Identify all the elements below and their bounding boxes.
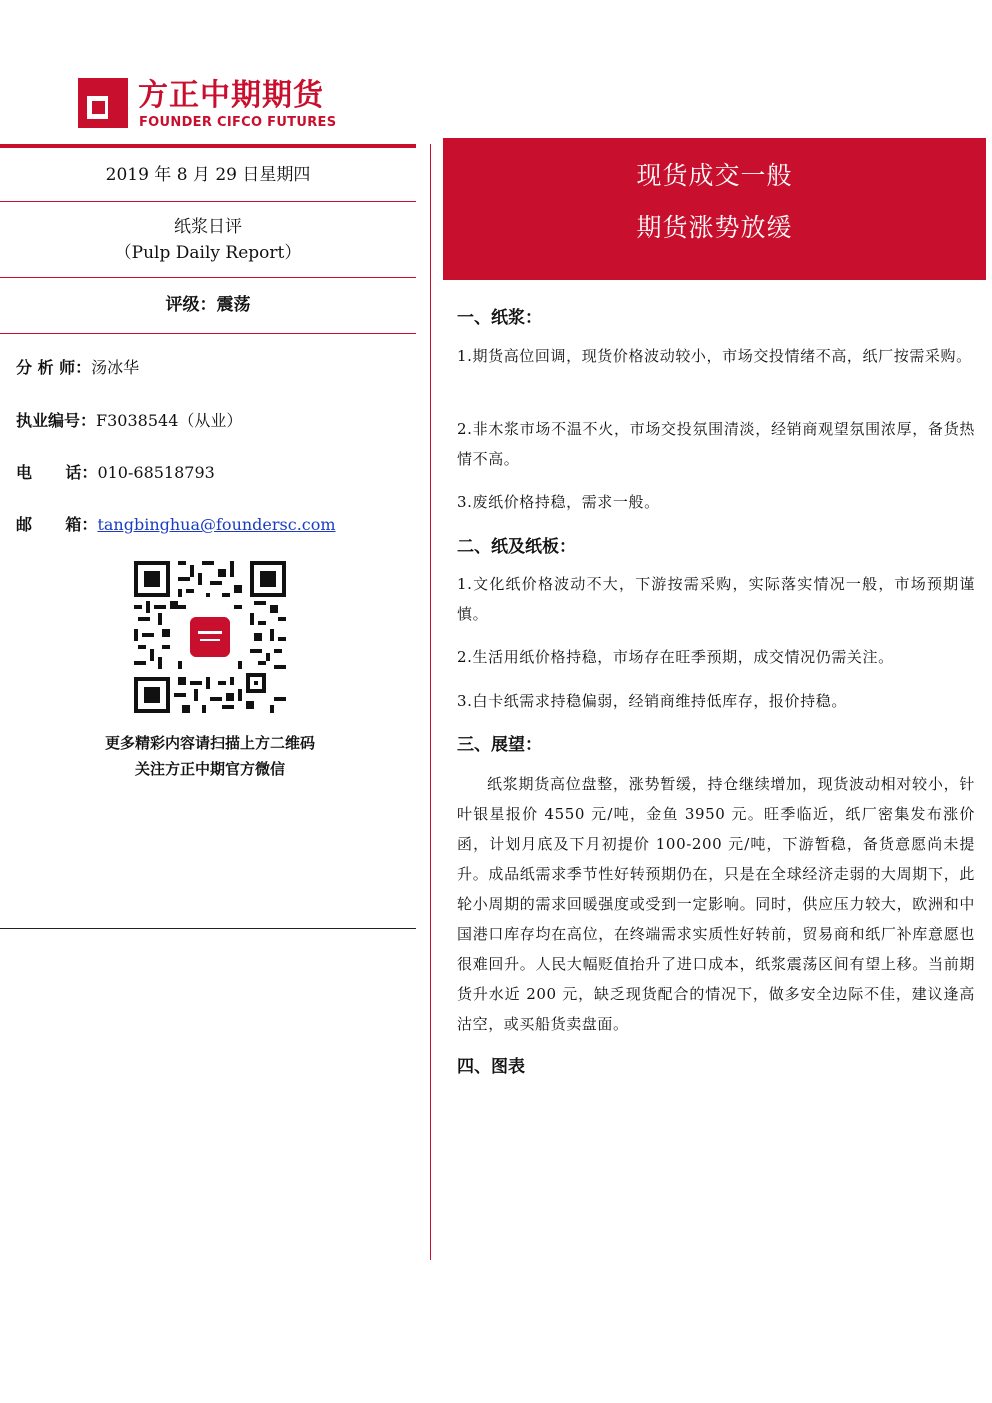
section-pulp-item-1: 1.期货高位回调，现货价格波动较小，市场交投情绪不高，纸厂按需采购。 xyxy=(457,347,972,365)
top-red-rule xyxy=(0,144,416,148)
divider xyxy=(0,277,416,278)
section-paper-title: 二、纸及纸板： xyxy=(457,537,576,557)
report-date: 2019 年 8 月 29 日星期四 xyxy=(105,165,311,185)
license-row xyxy=(16,408,242,431)
section-charts-title: 四、图表 xyxy=(457,1057,525,1077)
email-row xyxy=(16,512,336,535)
headline-line-2: 期货涨势放缓 xyxy=(636,213,793,242)
report-title: 纸浆日评 xyxy=(174,217,242,237)
section-paper-item-3: 3.白卡纸需求持稳偏弱，经销商维持低库存，报价持稳。 xyxy=(457,692,847,710)
email-label: 邮 箱： xyxy=(16,515,98,534)
qr-caption-line-2: 关注方正中期官方微信 xyxy=(134,760,285,778)
column-divider xyxy=(430,144,431,1260)
qr-caption-line-1: 更多精彩内容请扫描上方二维码 xyxy=(104,734,315,752)
analyst-label: 分 析 师： xyxy=(16,358,92,377)
logo-text-en: FOUNDER CIFCO FUTURES xyxy=(139,115,337,130)
analyst-name: 汤冰华 xyxy=(91,358,140,377)
phone-number: 010-68518793 xyxy=(97,463,215,482)
section-outlook-title: 三、展望： xyxy=(457,735,542,755)
divider xyxy=(0,201,416,202)
section-pulp-item-3: 3.废纸价格持稳，需求一般。 xyxy=(457,493,660,511)
wechat-qr-code-icon[interactable] xyxy=(134,561,286,713)
rating: 评级：震荡 xyxy=(165,295,251,315)
section-pulp-item-2: 2.非木浆市场不温不火，市场交投氛围清淡，经销商观望氛围浓厚，备货热情不高。 xyxy=(457,420,975,468)
left-bottom-rule xyxy=(0,928,416,929)
section-outlook-body: 纸浆期货高位盘整，涨势暂缓，持仓继续增加，现货波动相对较小，针叶银星报价 4550 元/吨，金鱼 3950 元。旺季临近，纸厂密集发布涨价函，计划月底及下月初提价 100-200 元/吨，下游暂稳，备货意愿尚未提升。成品纸需求季节性好转预期仍在，只是在全球经济走弱的大周期下，此轮小周期的需求回暖强度或受到一定影响。同时，供应压力较大，欧洲和中国港口库存均在高位，在终端需求实质性好转前，贸易商和纸厂补库意愿也很难回升。人民大幅贬值抬升了进口成本，纸浆震荡区间有望上移。当前期货升水近 200 元，缺乏现货配合的情况下，做多安全边际不佳，建议逢高沽空，或买船货卖盘面。 xyxy=(457,775,975,1033)
report-subtitle: （Pulp Daily Report） xyxy=(114,243,302,263)
logo-text-cn: 方正中期期货 xyxy=(138,78,324,113)
headline-line-1: 现货成交一般 xyxy=(636,161,793,190)
email-link[interactable]: tangbinghua@foundersc.com xyxy=(97,515,336,534)
phone-row xyxy=(16,460,215,483)
section-pulp-title: 一、纸浆： xyxy=(457,308,542,328)
headline-banner xyxy=(443,138,986,280)
section-paper-item-2: 2.生活用纸价格持稳，市场存在旺季预期，成交情况仍需关注。 xyxy=(457,648,894,666)
section-paper-item-1: 1.文化纸价格波动不大，下游按需采购，实际落实情况一般，市场预期谨慎。 xyxy=(457,575,975,623)
analyst-row xyxy=(16,355,139,378)
founder-logo-icon xyxy=(78,78,128,128)
license-label: 执业编号： xyxy=(16,411,97,430)
divider xyxy=(0,333,416,334)
phone-label: 电 话： xyxy=(16,463,98,482)
company-logo xyxy=(78,78,358,134)
license-number: F3038544（从业） xyxy=(96,411,243,430)
